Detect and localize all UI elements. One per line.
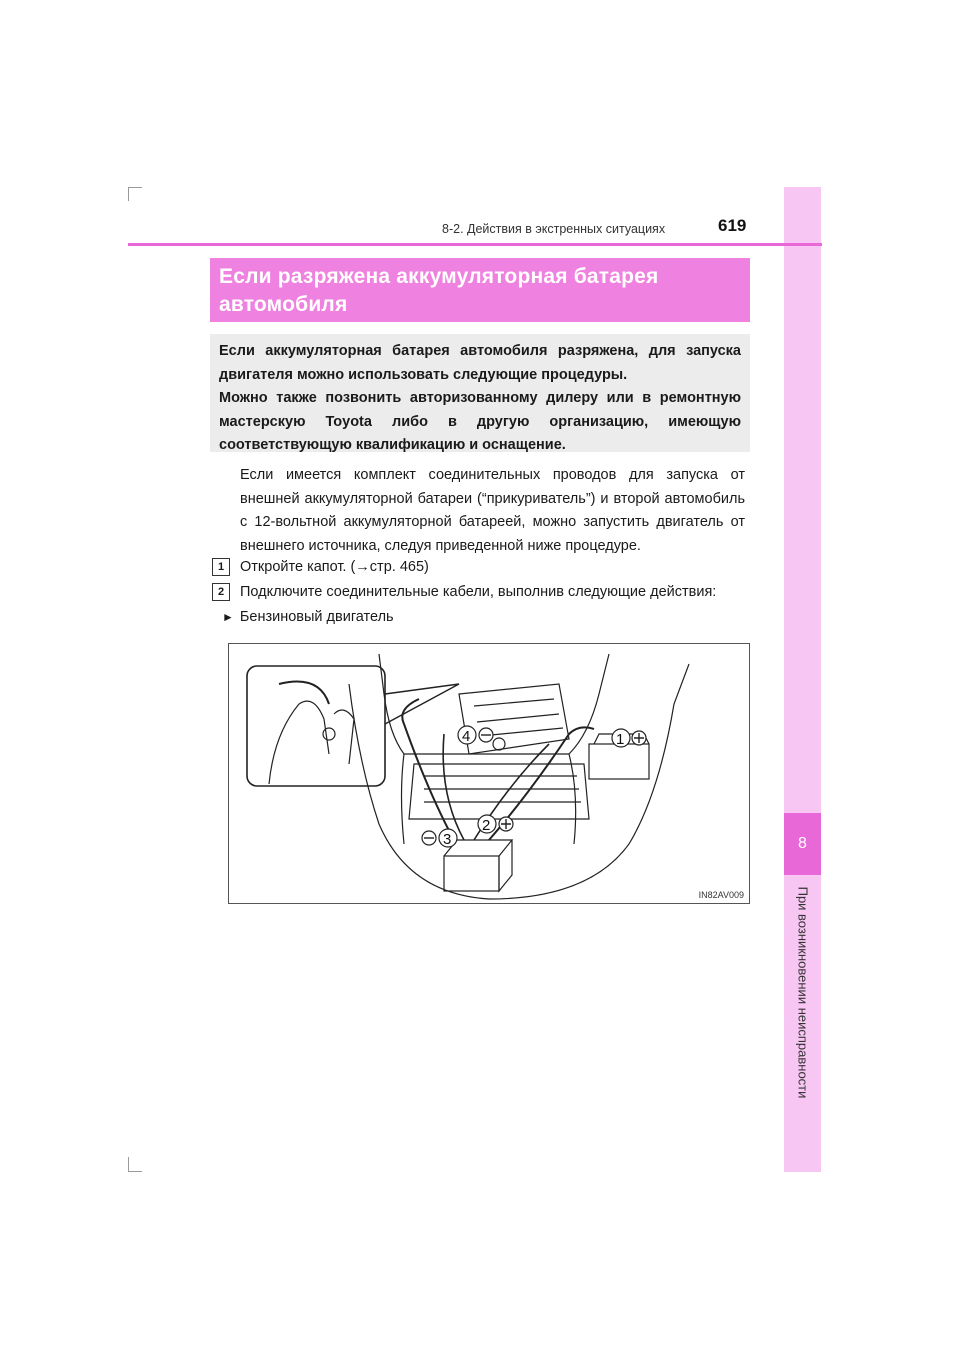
chapter-title-container xyxy=(784,880,821,1105)
section-title: 8-2. Действия в экстренных ситуациях xyxy=(442,222,666,236)
step-1 xyxy=(212,557,429,577)
step-text: Откройте капот. (→стр. 465) xyxy=(240,559,429,575)
step-number: 1 xyxy=(212,558,230,576)
triangle-right-icon: ► xyxy=(222,610,234,624)
step-text: Подключите соединительные кабели, выполнив следующие действия: xyxy=(240,584,717,600)
engine-type-item xyxy=(222,609,394,625)
engine-bay-drawing xyxy=(229,644,749,903)
chapter-number: 8 xyxy=(798,835,807,852)
callout-1: 1 xyxy=(616,731,625,748)
summary-paragraph-1: Если аккумуляторная батарея автомобиля разряжена, для запуска двигателя можно использовать следующие процедуры. xyxy=(219,343,741,383)
crop-mark-bottom-v xyxy=(128,1157,129,1171)
callout-4: 4 xyxy=(462,728,471,745)
summary-paragraph-2: Можно также позвонить авторизованному дилеру или в ремонтную мастерскую Toyota либо в другую организацию, имеющую соответствующую квалификацию и оснащение. xyxy=(219,390,741,453)
page-title-line1: Если разряжена аккумуляторная батарея xyxy=(219,265,659,288)
engine-type-label: Бензиновый двигатель xyxy=(239,609,394,625)
crop-mark-top-h xyxy=(128,187,142,188)
step-number: 2 xyxy=(212,583,230,601)
figure-code: IN82AV009 xyxy=(698,890,744,900)
body-paragraph: Если имеется комплект соединительных проводов для запуска от внешней аккумуляторной батареи (“прикуриватель”) и второй автомобиль с 12-вольтной аккумуляторной батареей, можно запустить двигатель от внешнего источника, следуя приведенной ниже процедуре. xyxy=(240,467,745,554)
summary-box xyxy=(210,334,750,452)
jump-start-illustration xyxy=(228,643,750,904)
chapter-title: При возникновении неисправности xyxy=(795,886,811,1099)
callout-3: 3 xyxy=(443,831,452,848)
crop-mark-bottom-h xyxy=(128,1171,142,1172)
page-title xyxy=(210,258,750,322)
step-2 xyxy=(212,582,716,602)
chapter-number-box xyxy=(784,813,821,875)
page-title-line2: автомобиля xyxy=(219,293,348,316)
crop-mark-top-v xyxy=(128,187,129,201)
page-number: 619 xyxy=(718,216,747,235)
header-divider xyxy=(128,243,822,246)
callout-2: 2 xyxy=(482,817,491,834)
